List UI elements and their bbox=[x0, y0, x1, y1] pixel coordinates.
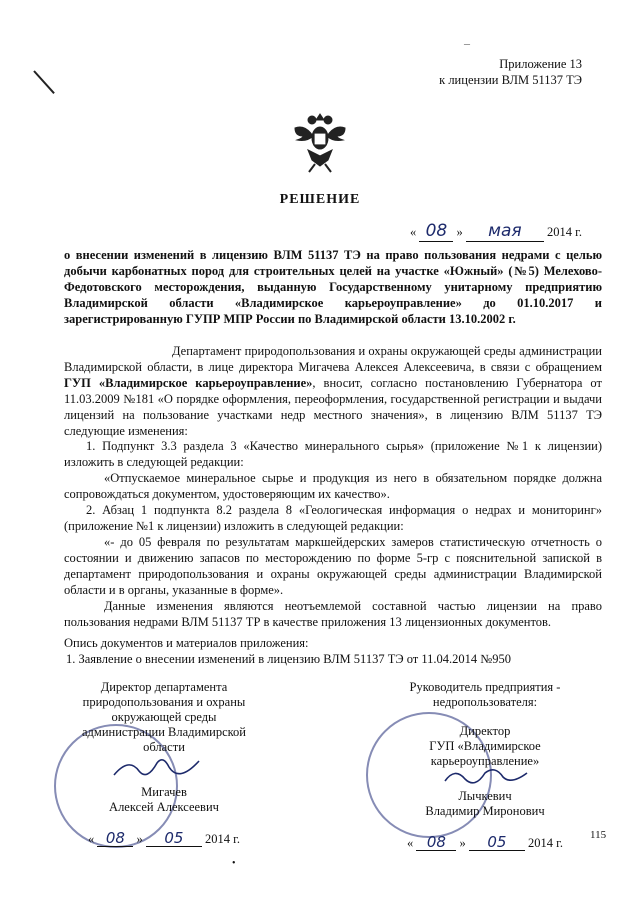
sig-left-date-open: « bbox=[88, 832, 95, 846]
sig-right-line-1: Директор bbox=[459, 724, 511, 738]
sig-left-line-2: природопользования и охраны bbox=[82, 695, 246, 709]
sig-right-date-month: 05 bbox=[469, 835, 525, 851]
coat-of-arms-icon bbox=[285, 106, 355, 176]
sig-left-line-4: администрации Владимирской bbox=[82, 725, 246, 739]
date-year: 2014 г. bbox=[547, 225, 582, 239]
document-title: РЕШЕНИЕ bbox=[279, 192, 361, 207]
signature-right-scribble bbox=[425, 769, 545, 785]
decision-subject: о внесении изменений в лицензию ВЛМ 51137 ТЭ на право пользования недрами с целью добычи карбонатных пород для строительных целей на участке «Южный» (№5) Мелехово-Федотовского месторождения, выданную Государственному унитарному предприятию Владимирской области «Владимирское карьероуправление» до 01.10.2017 и зарегистрированную ГУПР МПР России по Владимирской области 13.10.2002 г. bbox=[64, 248, 602, 326]
sig-left-line-1: Директор департамента bbox=[100, 680, 228, 694]
sig-left-name-1: Мигачев bbox=[141, 785, 187, 799]
attachments-heading: Опись документов и материалов приложения: bbox=[64, 636, 309, 650]
date-open-quote: « bbox=[410, 225, 417, 239]
changes-list bbox=[64, 438, 602, 598]
intro-company: ГУП «Владимирское карьероуправление» bbox=[64, 376, 313, 390]
change-item-2-text: «- до 05 февраля по результатам маркшейдерских замеров статистическую отчетность о состоянии и движению запасов по месторождению по форме 5-гр с пояснительной запиской в департамент природопользования и охраны окружающей среды администрации Владимирской области и в органы, указанные в форме». bbox=[64, 535, 602, 597]
pen-stroke bbox=[33, 70, 55, 94]
date-close-quote: » bbox=[456, 225, 463, 239]
appendix-line-1: Приложение 13 bbox=[499, 57, 582, 71]
page-number: 115 bbox=[590, 829, 607, 841]
final-paragraph: Данные изменения являются неотъемлемой составной частью лицензии на право пользования недрами ВЛМ 51137 ТР в качестве приложения 13 лицензионных документов. bbox=[64, 599, 602, 629]
top-dash: – bbox=[464, 36, 470, 50]
sig-left-date-day: 08 bbox=[97, 831, 133, 847]
appendix-note bbox=[439, 56, 582, 88]
sig-left-date-close: » bbox=[136, 832, 143, 846]
sig-right-date-close: » bbox=[459, 836, 466, 850]
attachments bbox=[64, 635, 511, 667]
attachment-item: 1. Заявление о внесении изменений в лицензию ВЛМ 51137 ТЭ от 11.04.2014 №950 bbox=[66, 652, 511, 666]
sig-right-date-year: 2014 г. bbox=[528, 836, 563, 850]
intro-text-1: Департамент природопользования и охраны окружающей среды администрации Владимирской области, в лице директора Мигачева Алексея Алексеевича, в связи с обращением bbox=[64, 344, 602, 374]
change-item-1: 1. Подпункт 3.3 раздела 3 «Качество минерального сырья» (приложение №1 к лицензии) изложить в следующей редакции: bbox=[64, 439, 602, 469]
intro-text-2: , вносит, согласно постановлению Губернатора от 11.03.2009 №181 «О порядке оформления, переоформления, государственной регистрации и выдачи лицензий на пользование участками недр местного значения», в лицензию ВЛМ 51137 ТЭ следующие изменения: bbox=[64, 376, 602, 438]
date-month: мая bbox=[466, 221, 544, 242]
sig-right-name-2: Владимир Миронович bbox=[425, 804, 545, 818]
change-item-1-text: «Отпускаемое минеральное сырье и продукция из него в обязательном порядке должна сопровождаться документом, удостоверяющим их качество». bbox=[64, 471, 602, 501]
decision-date bbox=[410, 221, 582, 242]
ink-dot: • bbox=[232, 858, 236, 869]
sig-right-title-2: недропользователя: bbox=[432, 695, 538, 709]
sig-left-line-3: окружающей среды bbox=[111, 710, 217, 724]
date-day: 08 bbox=[419, 221, 453, 242]
sig-left-name-2: Алексей Алексеевич bbox=[109, 800, 219, 814]
sig-right-date-day: 08 bbox=[416, 835, 456, 851]
sig-right-line-2: ГУП «Владимирское bbox=[429, 739, 541, 753]
change-item-2: 2. Абзац 1 подпункта 8.2 раздела 8 «Геологическая информация о недрах и мониторинг» (приложение №1 к лицензии) изложить в следующей редакции: bbox=[64, 503, 602, 533]
sig-right-name-1: Лычкевич bbox=[458, 789, 512, 803]
sig-right-date-open: « bbox=[407, 836, 414, 850]
sig-left-date bbox=[64, 831, 264, 847]
appendix-line-2: к лицензии ВЛМ 51137 ТЭ bbox=[439, 73, 582, 87]
intro-paragraph bbox=[64, 343, 602, 439]
signature-right bbox=[370, 680, 600, 851]
sig-right-date bbox=[370, 835, 600, 851]
sig-left-date-month: 05 bbox=[146, 831, 202, 847]
sig-right-line-3: карьероуправление» bbox=[430, 754, 540, 768]
signature-left bbox=[64, 680, 264, 847]
signature-left-scribble bbox=[104, 755, 224, 781]
sig-left-date-year: 2014 г. bbox=[205, 832, 240, 846]
sig-right-title-1: Руководитель предприятия - bbox=[409, 680, 561, 694]
sig-left-line-5: области bbox=[143, 740, 185, 754]
